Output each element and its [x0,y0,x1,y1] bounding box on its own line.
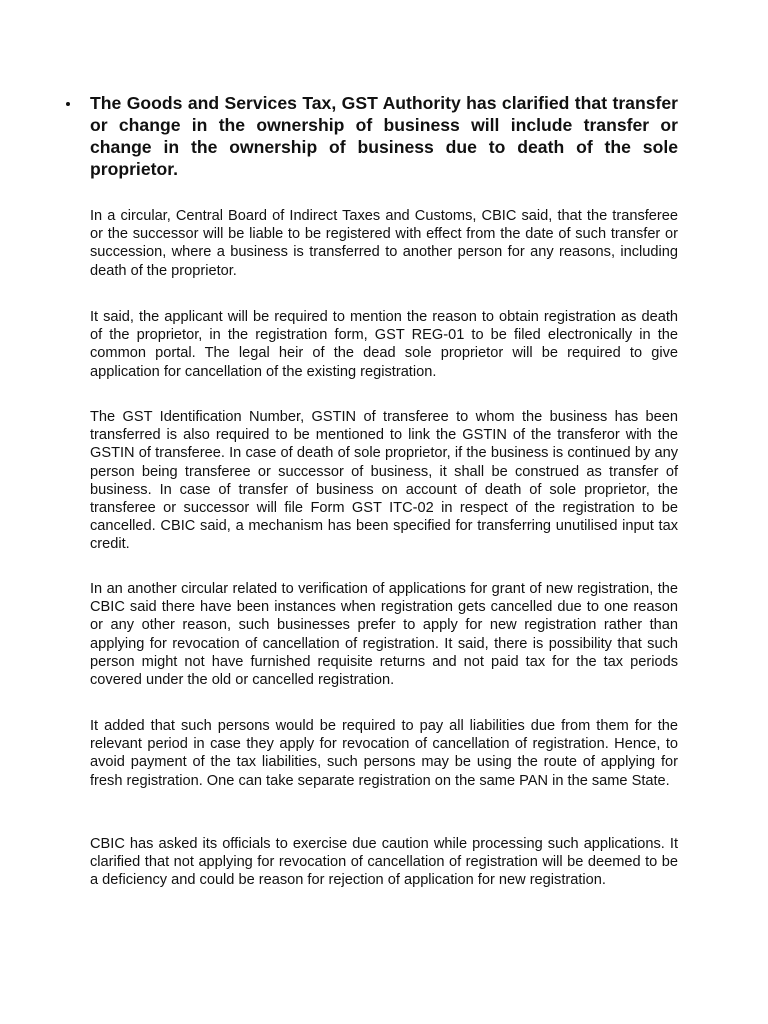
paragraph-text: CBIC has asked its officials to exercise due caution while processing such applications. It clarified that not applying for revocation of cancellation of registration will be deemed to be a deficiency and could be reason for rejection of application for new registration. [90,836,678,889]
paragraph-verification [90,580,678,689]
paragraph-text: The GST Identification Number, GSTIN of transferee to whom the business has been transferred is also required to be mentioned to link the GSTIN of the transferor with the GSTIN of transferee. In case of death of sole proprietor, if the business is continued by any person being transferee or successor of business, it shall be construed as transfer of business. In case of transfer of business on account of death of sole proprietor, the transferee or successor will file Form GST ITC-02 in respect of the registration to be cancelled. CBIC said, a mechanism has been specified for transferring unutilised input tax credit. [90,409,678,553]
paragraph-applicant [90,308,678,381]
bullet-icon [66,102,70,106]
paragraph-text: It said, the applicant will be required to mention the reason to obtain registration as death of the proprietor, in the registration form, GST REG-01 to be filed electronically in the common portal. The legal heir of the dead sole proprietor will be required to give application for cancellation of the existing registration. [90,309,678,380]
paragraph-gstin [90,408,678,554]
paragraph-circular [90,207,678,280]
headline-bullet-item [90,92,678,180]
paragraph-liabilities [90,717,678,790]
paragraph-text: It added that such persons would be required to pay all liabilities due from them for the relevant period in case they apply for revocation of cancellation of registration. Hence, to avoid payment of the tax liabilities, such persons may be using the route of applying for fresh registration. One can take separate registration on the same PAN in the same State. [90,718,678,789]
paragraph-text: In an another circular related to verification of applications for grant of new registration, the CBIC said there have been instances when registration gets cancelled due to one reason or any other reason, such businesses prefer to apply for new registration rather than applying for revocation of cancellation of registration. It said, there is possibility that such person might not have furnished requisite returns and not paid tax for the tax periods covered under the old or cancelled registration. [90,581,678,689]
paragraph-text: In a circular, Central Board of Indirect Taxes and Customs, CBIC said, that the transferee or the successor will be liable to be registered with effect from the date of such transfer or succession, where a business is transferred to another person for any reasons, including death of the proprietor. [90,208,678,279]
headline: The Goods and Services Tax, GST Authority has clarified that transfer or change in the ownership of business will include transfer or change in the ownership of business due to death of the sole proprietor. [90,93,678,179]
paragraph-caution [90,835,678,890]
